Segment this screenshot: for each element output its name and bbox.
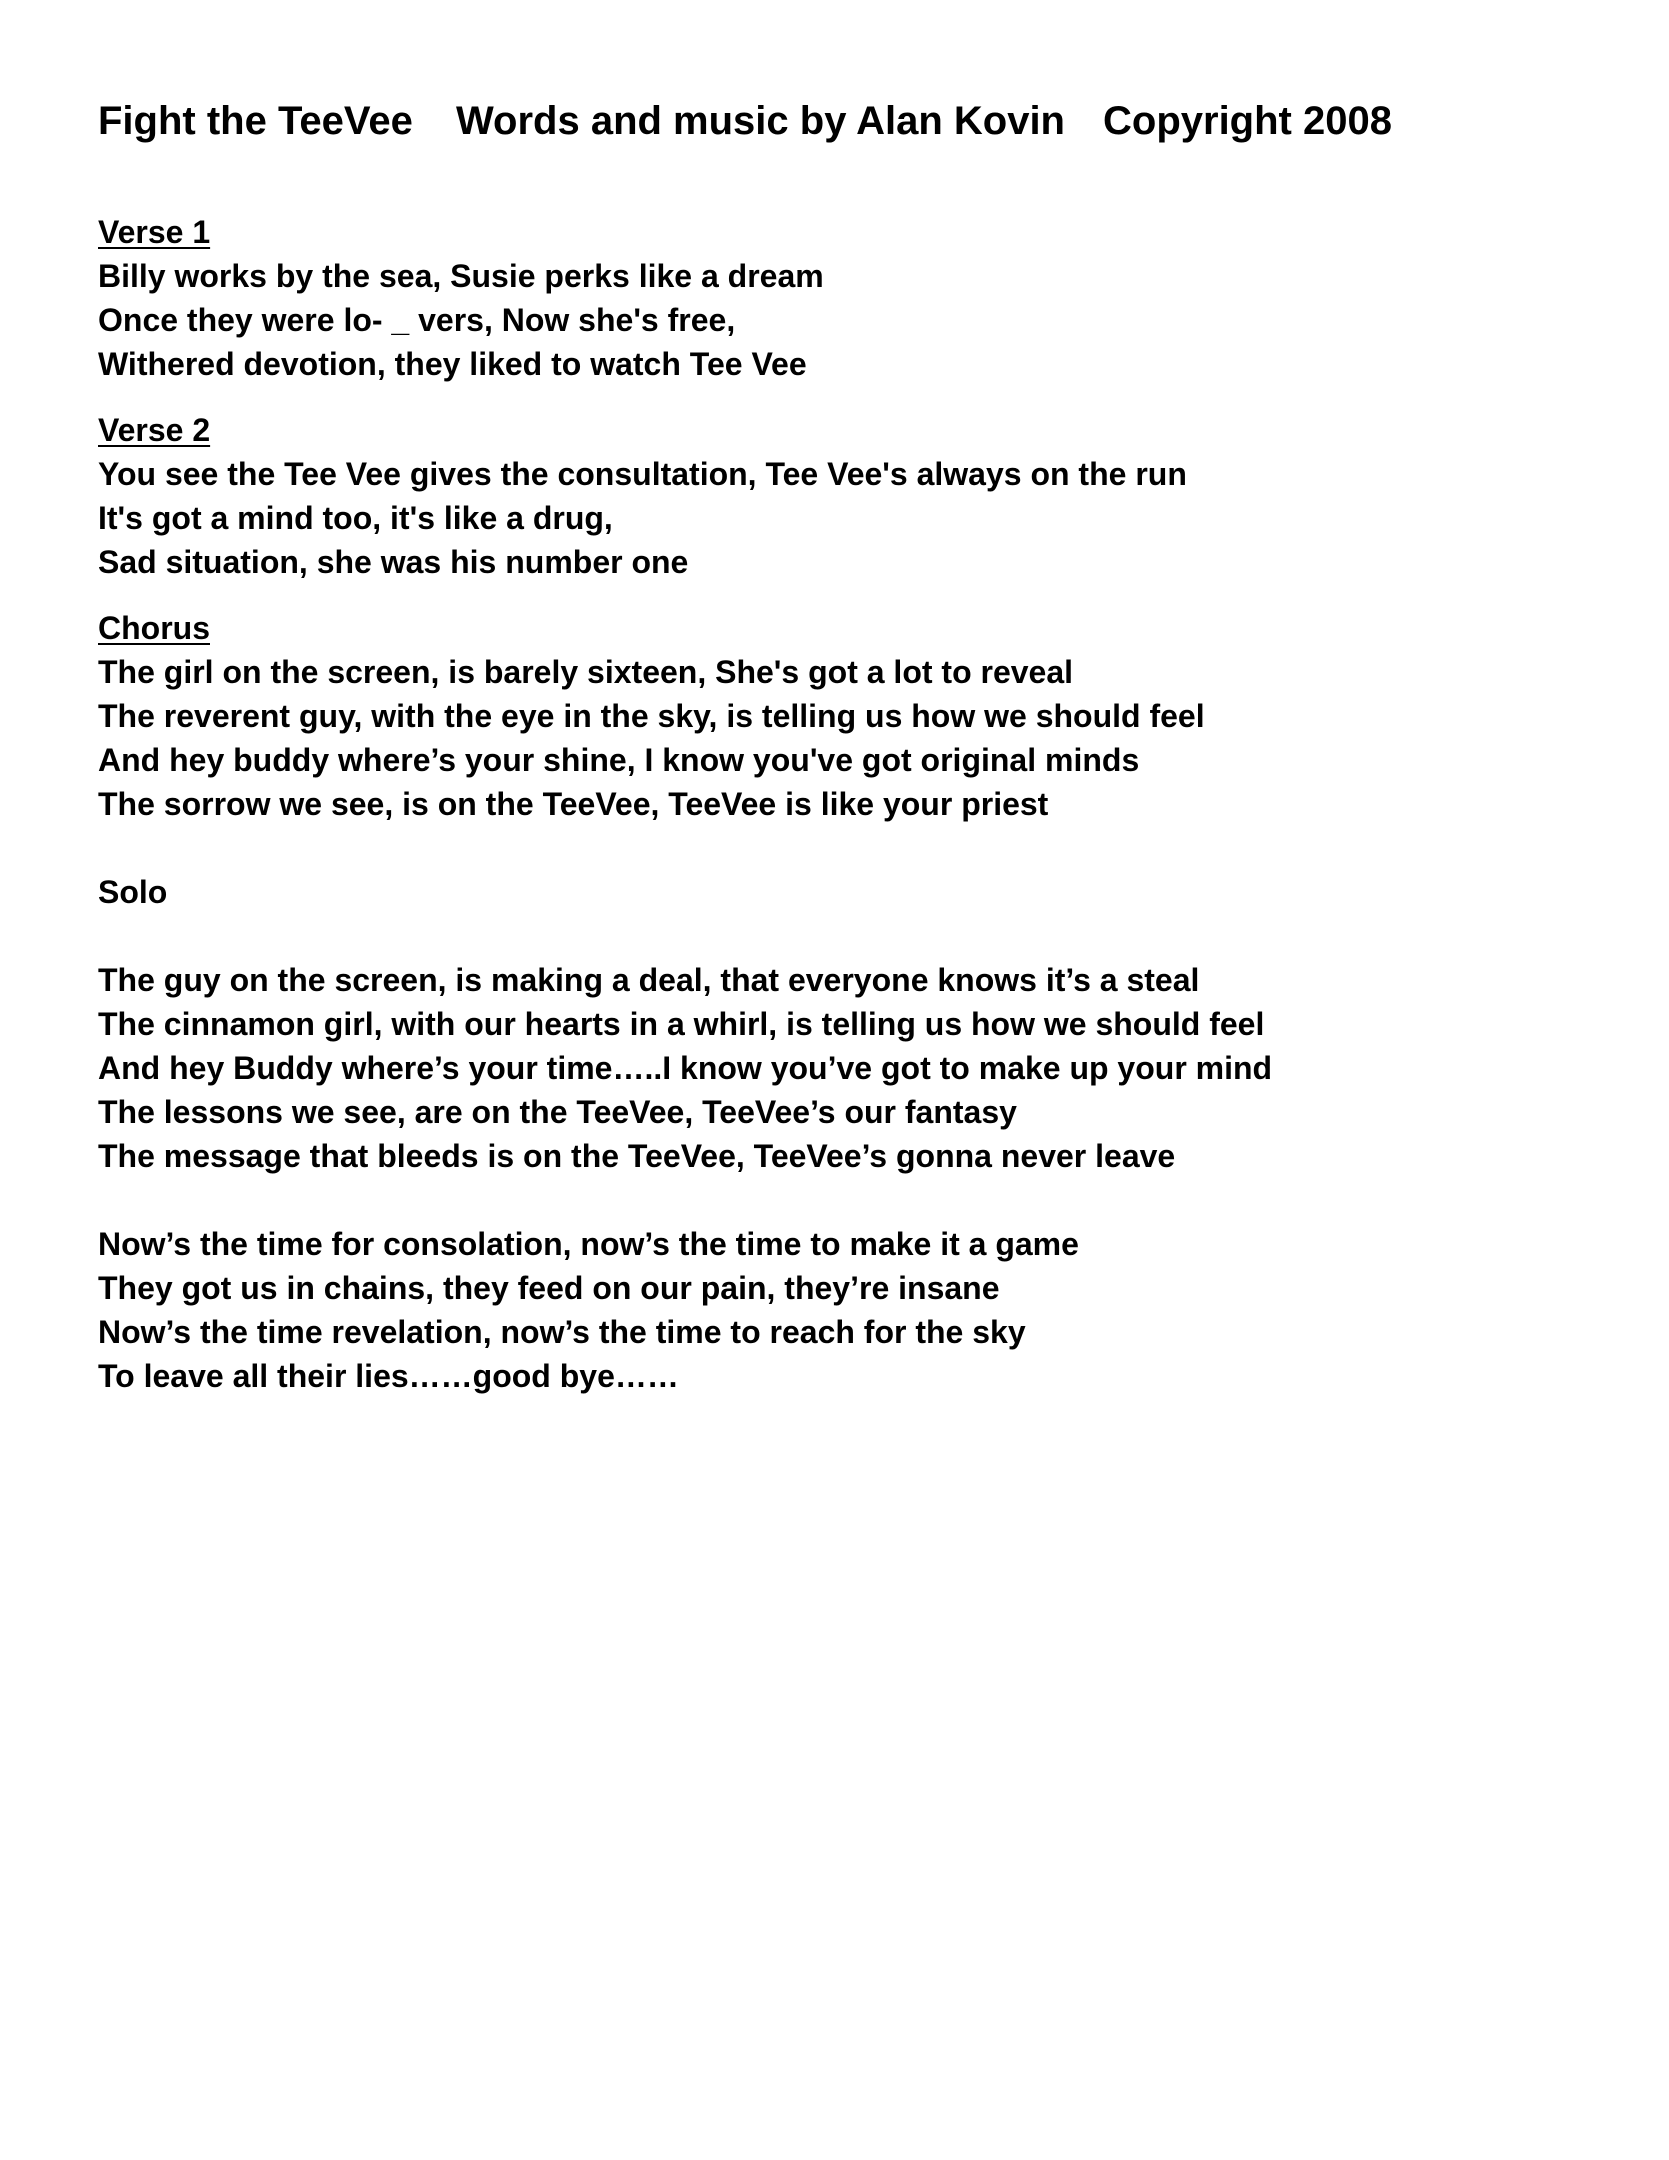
section-spacer [98,1178,1578,1222]
verse-1 [98,210,1578,386]
lyric-line: To leave all their lies……good bye…… [98,1358,679,1394]
lyric-line: Withered devotion, they liked to watch Tee Vee [98,346,807,382]
lyric-line: Billy works by the sea, Susie perks like a dream [98,258,824,294]
lyric-line: The lessons we see, are on the TeeVee, TeeVee’s our fantasy [98,1094,1017,1130]
lyric-line: Once they were lo- _ vers, Now she's free, [98,302,736,338]
lyric-line: Sad situation, she was his number one [98,544,689,580]
lyric-line: The cinnamon girl, with our hearts in a whirl, is telling us how we should feel [98,1006,1265,1042]
lyric-line: Now’s the time for consolation, now’s the time to make it a game [98,1226,1079,1262]
section-spacer [98,826,1578,870]
copyright-notice: Copyright 2008 [1103,99,1392,143]
lyric-line: The guy on the screen, is making a deal, that everyone knows it’s a steal [98,962,1200,998]
document-header [98,96,1538,146]
lyrics-body [98,210,1578,1398]
verse-1-heading: Verse 1 [98,214,211,250]
lyric-line: Now’s the time revelation, now’s the time to reach for the sky [98,1314,1026,1350]
chorus [98,606,1578,826]
chorus-heading: Chorus [98,610,210,646]
solo [98,870,1578,914]
lyric-line: You see the Tee Vee gives the consultation, Tee Vee's always on the run [98,456,1187,492]
section-spacer [98,584,1578,606]
song-title: Fight the TeeVee [98,99,413,143]
verse-2-heading: Verse 2 [98,412,211,448]
section-spacer [98,386,1578,408]
verse-3 [98,958,1578,1178]
lyric-line: They got us in chains, they feed on our pain, they’re insane [98,1270,1000,1306]
lyric-line: The girl on the screen, is barely sixteen, She's got a lot to reveal [98,654,1074,690]
lyric-line: The sorrow we see, is on the TeeVee, TeeVee is like your priest [98,786,1049,822]
lyric-line: And hey buddy where’s your shine, I know you've got original minds [98,742,1140,778]
lyric-line: The message that bleeds is on the TeeVee, TeeVee’s gonna never leave [98,1138,1176,1174]
lyric-line: It's got a mind too, it's like a drug, [98,500,613,536]
verse-2 [98,408,1578,584]
lyric-line: And hey Buddy where’s your time…..I know you’ve got to make up your mind [98,1050,1273,1086]
lyric-line: The reverent guy, with the eye in the sky, is telling us how we should feel [98,698,1205,734]
section-spacer [98,914,1578,958]
solo-heading: Solo [98,874,168,910]
bridge [98,1222,1578,1398]
song-credit: Words and music by Alan Kovin [456,99,1065,143]
